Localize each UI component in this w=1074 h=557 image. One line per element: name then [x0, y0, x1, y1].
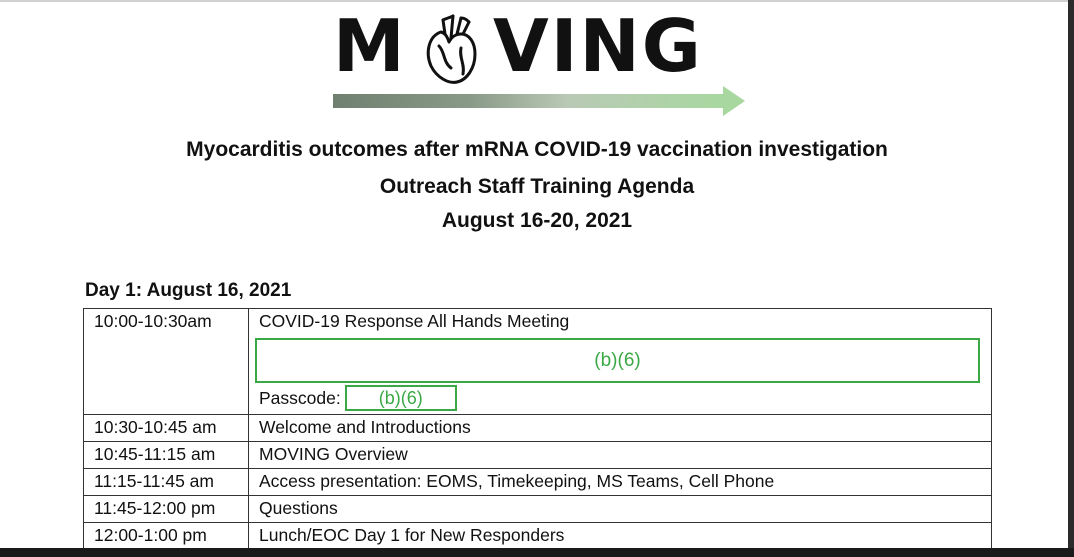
agenda-table [83, 308, 992, 550]
table-row [84, 309, 992, 415]
description-cell: Welcome and Introductions [249, 415, 992, 442]
meeting-title: COVID-19 Response All Hands Meeting [259, 311, 570, 331]
redaction-box [255, 338, 980, 383]
moving-logo [333, 6, 753, 116]
logo-text-m: M [333, 4, 407, 88]
time-cell: 10:00-10:30am [84, 309, 249, 415]
document-date-range: August 16-20, 2021 [441, 209, 633, 232]
description-cell: Access presentation: EOMS, Timekeeping, MS Teams, Cell Phone [249, 469, 992, 496]
table-row [84, 496, 992, 523]
page-top-edge [0, 0, 1074, 2]
passcode-redaction-label: (b)(6) [378, 387, 423, 408]
description-cell: Questions [249, 496, 992, 523]
redaction-label: (b)(6) [594, 350, 641, 371]
description-cell: MOVING Overview [249, 442, 992, 469]
time-cell: 10:30-10:45 am [84, 415, 249, 442]
table-row [84, 523, 992, 550]
passcode-line [259, 385, 981, 411]
heart-icon [421, 12, 483, 86]
day-heading: Day 1: August 16, 2021 [85, 280, 292, 301]
time-cell: 11:45-12:00 pm [84, 496, 249, 523]
table-row [84, 442, 992, 469]
passcode-label: Passcode: [259, 387, 341, 408]
time-cell: 12:00-1:00 pm [84, 523, 249, 550]
logo-text-ving: VING [493, 4, 703, 88]
page-bottom-edge [0, 548, 1074, 557]
passcode-redaction-box [345, 385, 457, 411]
page-right-edge [1068, 0, 1074, 557]
document-subtitle: Outreach Staff Training Agenda [379, 175, 695, 198]
time-cell: 10:45-11:15 am [84, 442, 249, 469]
logo-arrow-graphic [333, 86, 745, 116]
document-title: Myocarditis outcomes after mRNA COVID-19 vaccination investigation [186, 138, 888, 161]
description-cell [249, 309, 992, 415]
table-row [84, 469, 992, 496]
time-cell: 11:15-11:45 am [84, 469, 249, 496]
table-row [84, 415, 992, 442]
description-cell: Lunch/EOC Day 1 for New Responders [249, 523, 992, 550]
